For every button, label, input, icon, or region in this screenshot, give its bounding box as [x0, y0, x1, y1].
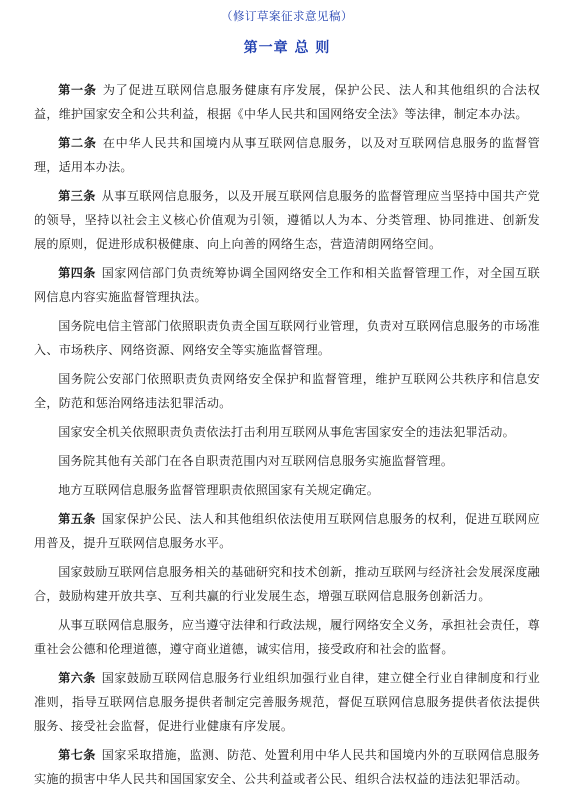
article-text: 国家网信部门负责统筹协调全国网络安全工作和相关监督管理工作，对全国互联网信息内容实施监督管理执法。: [34, 266, 540, 304]
clause-text: 从事互联网信息服务，应当遵守法律和行政法规，履行网络安全义务，承担社会责任，尊重社会公德和伦理道德，遵守商业道德，诚实信用，接受政府和社会的监督。: [34, 618, 540, 656]
clause-text: 国务院其他有关部门在各自职责范围内对互联网信息服务实施监督管理。: [58, 454, 454, 468]
article-6: [34, 666, 540, 738]
clause-text: 国家安全机关依照职责负责依法打击利用互联网从事危害国家安全的违法犯罪活动。: [58, 425, 515, 439]
clause-text: 地方互联网信息服务监督管理职责依照国家有关规定确定。: [58, 483, 380, 497]
clause-text: 国家鼓励互联网信息服务相关的基础研究和技术创新，推动互联网与经济社会发展深度融合，鼓励构建开放共享、互利共赢的行业发展生态，增强互联网信息服务创新活力。: [34, 565, 540, 603]
article-5: [34, 507, 540, 555]
article-4-clause-2: [34, 314, 540, 362]
article-text: 从事互联网信息服务，以及开展互联网信息服务的监督管理应当坚持中国共产党的领导，坚持以社会主义核心价值观为引领，遵循以人为本、分类管理、协同推进、创新发展的原则，促进形成积极健康、向上向善的网络生态，营造清朗网络空间。: [34, 189, 540, 251]
article-label: 第五条: [58, 512, 96, 526]
clause-text: 国务院公安部门依照职责负责网络安全保护和监督管理，维护互联网公共秩序和信息安全，防范和惩治网络违法犯罪活动。: [34, 372, 540, 410]
article-2: [34, 131, 540, 179]
article-label: 第六条: [58, 671, 96, 685]
article-1: [34, 78, 540, 126]
article-label: 第一条: [58, 83, 97, 97]
article-text: 在中华人民共和国境内从事互联网信息服务，以及对互联网信息服务的监督管理，适用本办法。: [34, 136, 540, 174]
article-4-clause-5: [34, 449, 540, 473]
article-label: 第三条: [58, 189, 96, 203]
clause-text: 国务院电信主管部门依照职责负责全国互联网行业管理，负责对互联网信息服务的市场准入、市场秩序、网络资源、网络安全等实施监督管理。: [34, 319, 540, 357]
article-text: 国家鼓励互联网信息服务行业组织加强行业自律，建立健全行业自律制度和行业准则，指导互联网信息服务提供者制定完善服务规范，督促互联网信息服务提供者依法提供服务、接受社会监督，促进行业健康有序发展。: [34, 671, 540, 733]
chapter-title: 第一章 总 则: [243, 40, 331, 56]
article-4-clause-4: [34, 420, 540, 444]
article-text: 为了促进互联网信息服务健康有序发展，保护公民、法人和其他组织的合法权益，维护国家安全和公共利益，根据《中华人民共和国网络安全法》等法律，制定本办法。: [34, 83, 540, 121]
article-label: 第七条: [58, 748, 96, 762]
article-7: [34, 743, 540, 791]
article-label: 第四条: [58, 266, 96, 280]
article-label: 第二条: [58, 136, 97, 150]
article-3: [34, 184, 540, 256]
article-text: 国家保护公民、法人和其他组织依法使用互联网信息服务的权利，促进互联网应用普及，提升互联网信息服务水平。: [34, 512, 540, 550]
article-4: [34, 261, 540, 309]
article-text: 国家采取措施，监测、防范、处置利用中华人民共和国境内外的互联网信息服务实施的损害中华人民共和国国家安全、公共利益或者公民、组织合法权益的违法犯罪活动。: [34, 748, 540, 786]
article-4-clause-3: [34, 367, 540, 415]
article-4-clause-6: [34, 478, 540, 502]
document-subtitle: （修订草案征求意见稿）: [221, 9, 353, 23]
article-5-clause-3: [34, 613, 540, 661]
article-5-clause-2: [34, 560, 540, 608]
